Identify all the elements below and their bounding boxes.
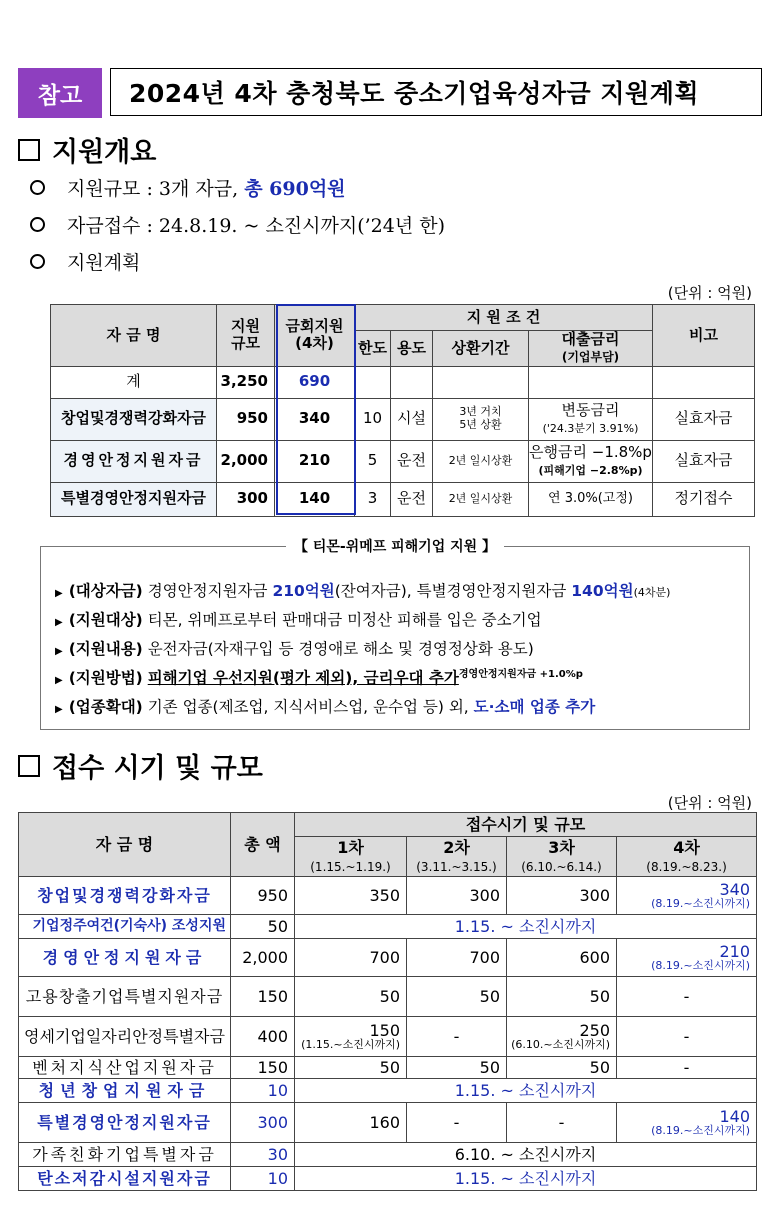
th-round-2	[407, 837, 507, 877]
th-period: 접수시기 및 규모	[295, 813, 757, 837]
fund-scale: 300	[217, 482, 275, 516]
round-3-value: 50	[507, 1057, 617, 1079]
round-3-value: 300	[507, 877, 617, 915]
circle-bullet-icon	[30, 180, 45, 195]
round-dates: (6.10.~6.14.)	[521, 859, 602, 874]
round-1-amount: 150	[369, 1020, 400, 1040]
bullet-scale-text: 지원규모 : 3개 자금,	[67, 178, 239, 200]
notice-label: (지원방법)	[68, 669, 143, 688]
round-4-value	[617, 1103, 757, 1143]
unit-label-2: (단위 : 억원)	[667, 794, 752, 812]
period-span: 1.15. ~ 소진시까지	[295, 1167, 757, 1191]
table-row	[19, 1167, 757, 1191]
th-fund-name: 자 금 명	[19, 813, 231, 877]
schedule-table	[18, 812, 757, 1191]
round-1-value: 160	[295, 1103, 407, 1143]
total-label: 계	[51, 366, 217, 398]
fund-subsidy: 140	[275, 482, 355, 516]
bullet-receipt-text: 자금접수 : 24.8.19. ~ 소진시까지(’24년 한)	[67, 215, 446, 237]
fund-total: 30	[231, 1143, 295, 1167]
fund-total: 950	[231, 877, 295, 915]
notice-line-industry	[55, 695, 595, 717]
fund-name: 가족친화기업특별자금	[19, 1143, 231, 1167]
notice-line-eligibility	[55, 608, 542, 630]
th-use: 용도	[391, 331, 433, 367]
round-2-value: -	[407, 1017, 507, 1057]
round-2-value: 700	[407, 939, 507, 977]
round-dates: (3.11.~3.15.)	[416, 859, 497, 874]
support-plan-table	[50, 304, 755, 517]
fund-rate-line1: 은행금리 −1.8%p	[529, 442, 652, 461]
section-overview-title: 지원개요	[52, 137, 157, 168]
bullet-scale	[30, 174, 346, 201]
round-4-value: -	[617, 1017, 757, 1057]
triangle-bullet-icon: ▶	[55, 704, 63, 715]
th-note: 비고	[653, 305, 755, 367]
fund-total: 10	[231, 1167, 295, 1191]
square-bullet-icon	[18, 139, 40, 161]
th-subsidy: 금회지원 (4차)	[275, 305, 355, 367]
round-3-amount: 250	[579, 1020, 610, 1040]
unit-label-1: (단위 : 억원)	[667, 284, 752, 302]
fund-rate-line2: ('24.3분기 3.91%)	[542, 422, 639, 435]
table-row	[19, 1103, 757, 1143]
table-row	[19, 1017, 757, 1057]
fund-limit: 3	[355, 482, 391, 516]
notice-line-target	[55, 579, 670, 601]
fund-repay: 2년 일시상환	[433, 440, 529, 482]
triangle-bullet-icon: ▶	[55, 588, 63, 599]
notice-label: (지원내용)	[68, 640, 143, 658]
fund-note: 실효자금	[653, 398, 755, 440]
table-row	[19, 877, 757, 915]
notice-amount: 210억원	[272, 582, 335, 600]
table-row	[51, 398, 755, 440]
fund-rate: 연 3.0%(고정)	[529, 482, 653, 516]
round-1-value: 700	[295, 939, 407, 977]
fund-total: 300	[231, 1103, 295, 1143]
round-3-value: 50	[507, 977, 617, 1017]
round-4-value: -	[617, 977, 757, 1017]
fund-limit: 5	[355, 440, 391, 482]
fund-name: 경영안정지원자금	[19, 939, 231, 977]
notice-line-content	[55, 637, 534, 659]
fund-name: 창업및경쟁력강화자금	[19, 877, 231, 915]
bullet-scale-highlight: 총 690억원	[244, 178, 346, 200]
fund-rate-line2: (피해기업 −2.8%p)	[538, 464, 643, 477]
reference-tag: 참고	[18, 68, 102, 118]
round-3-value	[507, 1017, 617, 1057]
fund-subsidy: 340	[275, 398, 355, 440]
th-rate	[529, 331, 653, 367]
round-4-amount: 140	[719, 1106, 751, 1126]
table-row-total	[51, 366, 755, 398]
fund-rate	[529, 398, 653, 440]
fund-note: 실효자금	[653, 440, 755, 482]
notice-superscript: 경영안정지원자금 +1.0%p	[458, 669, 583, 680]
total-scale: 3,250	[217, 366, 275, 398]
bullet-plan-text: 지원계획	[67, 252, 141, 274]
square-bullet-icon	[18, 755, 40, 777]
round-4-value	[617, 939, 757, 977]
round-1-value: 50	[295, 977, 407, 1017]
fund-use: 운전	[391, 440, 433, 482]
round-1-value	[295, 1017, 407, 1057]
table-row	[51, 440, 755, 482]
th-rate-label: 대출금리	[561, 330, 620, 348]
fund-total: 150	[231, 977, 295, 1017]
th-conditions: 지 원 조 건	[355, 305, 653, 331]
bullet-receipt	[30, 211, 445, 238]
triangle-bullet-icon: ▶	[55, 617, 63, 628]
notice-text: 피해기업 우선지원(평가 제외), 금리우대 추가	[147, 669, 459, 688]
round-label: 3차	[548, 837, 575, 857]
table-row	[51, 482, 755, 516]
section-schedule-title: 접수 시기 및 규모	[52, 753, 263, 784]
round-1-value: 350	[295, 877, 407, 915]
th-total: 총 액	[231, 813, 295, 877]
notice-highlight: 도·소매 업종 추가	[473, 698, 596, 716]
triangle-bullet-icon: ▶	[55, 646, 63, 657]
round-label: 2차	[443, 837, 470, 857]
fund-name: 특별경영안정지원자금	[19, 1103, 231, 1143]
fund-name: 창업및경쟁력강화자금	[51, 398, 217, 440]
table-row	[19, 977, 757, 1017]
round-label: 1차	[337, 837, 364, 857]
fund-subsidy: 210	[275, 440, 355, 482]
notice-text: 운전자금(자재구입 등 경영애로 해소 및 경영정상화 용도)	[147, 640, 534, 658]
round-4-period: (8.19.~소진시까지)	[651, 1124, 751, 1138]
round-dates: (8.19.~8.23.)	[646, 859, 727, 874]
triangle-bullet-icon: ▶	[55, 675, 63, 687]
fund-name: 탄소저감시설지원자금	[19, 1167, 231, 1191]
table-row	[19, 1143, 757, 1167]
fund-total: 150	[231, 1057, 295, 1079]
round-2-value: 50	[407, 977, 507, 1017]
fund-rate-line1: 변동금리	[561, 400, 620, 419]
round-4-period: (8.19.~소진시까지)	[651, 959, 751, 973]
fund-total: 2,000	[231, 939, 295, 977]
table-row	[19, 939, 757, 977]
th-scale: 지원 규모	[217, 305, 275, 367]
th-round-3	[507, 837, 617, 877]
fund-name: 기업정주여건(기숙사) 조성지원	[19, 915, 231, 939]
notice-line-method	[55, 665, 583, 688]
bullet-plan	[30, 248, 140, 275]
round-1-value: 50	[295, 1057, 407, 1079]
circle-bullet-icon	[30, 217, 45, 232]
round-4-amount: 210	[719, 941, 751, 961]
fund-name: 경영안정지원자금	[51, 440, 217, 482]
fund-name: 고용창출기업특별지원자금	[19, 977, 231, 1017]
fund-use: 운전	[391, 482, 433, 516]
notice-amount: 140억원	[571, 582, 634, 600]
notice-text: (잔여자금), 특별경영안정지원자금	[334, 582, 567, 600]
fund-name: 청년창업지원자금	[19, 1079, 231, 1103]
round-4-value	[617, 877, 757, 915]
fund-total: 50	[231, 915, 295, 939]
round-4-amount: 340	[719, 879, 751, 899]
fund-total: 10	[231, 1079, 295, 1103]
notice-title-text: 【 티몬-위메프 피해기업 지원 】	[286, 539, 504, 555]
fund-scale: 950	[217, 398, 275, 440]
round-3-period: (6.10.~소진시까지)	[511, 1038, 610, 1052]
fund-use: 시설	[391, 398, 433, 440]
section-schedule	[18, 746, 263, 785]
th-rate-sub: (기업부담)	[561, 350, 620, 365]
round-3-value: 600	[507, 939, 617, 977]
table-row	[19, 915, 757, 939]
round-4-period: (8.19.~소진시까지)	[651, 897, 751, 911]
period-span: 6.10. ~ 소진시까지	[295, 1143, 757, 1167]
notice-text: 티몬, 위메프로부터 판매대금 미정산 피해를 입은 중소기업	[147, 611, 542, 629]
section-overview	[18, 130, 156, 169]
circle-bullet-icon	[30, 254, 45, 269]
th-round-4	[617, 837, 757, 877]
notice-label: (업종확대)	[68, 698, 143, 716]
notice-title	[41, 536, 749, 556]
fund-repay	[433, 398, 529, 440]
round-2-value: -	[407, 1103, 507, 1143]
period-span: 1.15. ~ 소진시까지	[295, 1079, 757, 1103]
th-round-1	[295, 837, 407, 877]
round-1-period: (1.15.~소진시까지)	[301, 1038, 400, 1052]
fund-total: 400	[231, 1017, 295, 1057]
notice-text: (4차분)	[633, 586, 671, 599]
notice-text: 경영안정지원자금	[147, 582, 268, 600]
fund-note: 정기접수	[653, 482, 755, 516]
fund-name: 특별경영안정지원자금	[51, 482, 217, 516]
total-subsidy: 690	[275, 366, 355, 398]
fund-limit: 10	[355, 398, 391, 440]
document-title: 2024년 4차 충청북도 중소기업육성자금 지원계획	[110, 68, 762, 116]
fund-repay-line2: 5년 상환	[459, 418, 502, 431]
th-repay: 상환기간	[433, 331, 529, 367]
round-2-value: 50	[407, 1057, 507, 1079]
notice-text: 기존 업종(제조업, 지식서비스업, 운수업 등) 외,	[147, 698, 469, 716]
fund-repay: 2년 일시상환	[433, 482, 529, 516]
round-4-value: -	[617, 1057, 757, 1079]
period-span: 1.15. ~ 소진시까지	[295, 915, 757, 939]
tmon-wemakeprice-notice	[40, 539, 750, 730]
round-label: 4차	[673, 837, 700, 857]
notice-label: (지원대상)	[68, 611, 143, 629]
table-row	[19, 1079, 757, 1103]
fund-name: 벤처지식산업지원자금	[19, 1057, 231, 1079]
notice-label: (대상자금)	[68, 582, 143, 600]
table-row	[19, 1057, 757, 1079]
round-dates: (1.15.~1.19.)	[310, 859, 391, 874]
round-2-value: 300	[407, 877, 507, 915]
fund-name: 영세기업일자리안정특별자금	[19, 1017, 231, 1057]
fund-rate	[529, 440, 653, 482]
th-limit: 한도	[355, 331, 391, 367]
th-fund-name: 자 금 명	[51, 305, 217, 367]
round-3-value: -	[507, 1103, 617, 1143]
fund-repay-line1: 3년 거치	[459, 405, 502, 419]
fund-scale: 2,000	[217, 440, 275, 482]
